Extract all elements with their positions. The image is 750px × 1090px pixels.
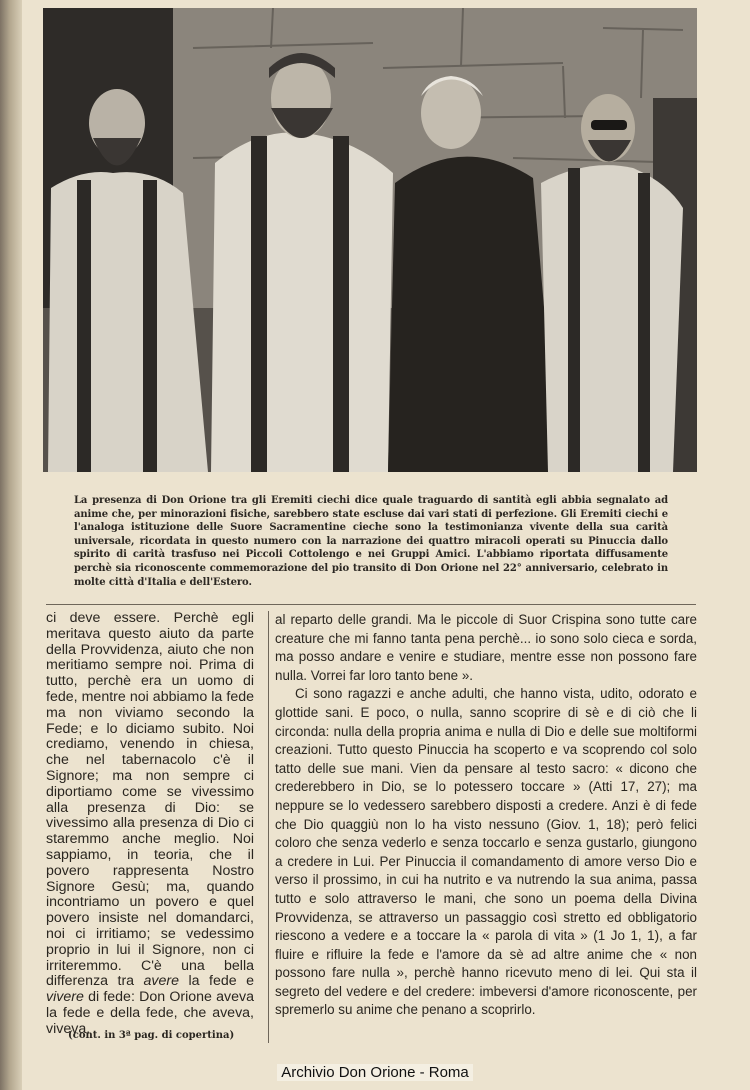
right-paragraph-2: Ci sono ragazzi e anche adulti, che hanno vista, udito, odorato e glottide sani. E poco, o nulla, sanno scoprire di sè e di ciò che li circonda: nulla della propria anima e nulla di Dio e delle sue moltiformi creazioni. Tutto questo Pinuccia ha scoperto e va scoprendo col solo tatto delle sue mani. Vien da pensare al testo sacro: « dicono che crederebbero in Dio, se lo potessero toccare » (Atti 17, 27); ma neppure se lo vedessero sarebbero disposti a credere. Anzi è di fede che Dio quaggiù non lo ha visto nessuno (Giov. 1, 18); però felici coloro che senza vederlo e senza toccarlo e senza gustarlo, giungono a credere in Lui. Per Pinuccia il comandamento di amore verso Dio e verso il prossimo, in cui ha nutrito e va nutrendo la sua anima, passa tutto e solo attraverso le mani, che sono un poema della Divina Provvidenza, se attraverso un passaggio così stretto ed obbligatorio riescono a vedere e a toccare la « parola di vita » (1 Jo 1, 1), a far fluire e rifluire la fede e l'amore da sè ad altre anime che « non possono fare nulla », perchè hanno ricevuto meno di lei. Qui sta il segreto del vedere e del credere: imbeversi d'amore riconoscente, per spremerlo su anime che penano a scoprirlo. [275,686,697,1018]
left-text-emphasis-1: avere [143,973,180,990]
left-text-part-3: di fede: Don Orione aveva la fede e della fede, che aveva, viveva. [46,989,254,1037]
left-text-emphasis-2: vivere [46,989,84,1006]
column-separator [268,611,269,1043]
left-column-text [46,611,254,1038]
photo-caption: La presenza di Don Orione tra gli Eremiti ciechi dice quale traguardo di santità egli abbia segnalato ad anime che, per minorazioni fisiche, sarebbero state escluse dai vari stati di perfezione. Gli Eremiti ciechi e l'analoga istituzione delle Suore Sacramentine cieche sono la testimonianza vivente della sua carità universale, ricordata in questo numero con la narrazione dei quattro miracoli operati su Pinuccia dallo spirito di carità trasfuso nei Piccoli Cottolengo e nei Gruppi Amici. L'abbiamo riportata diffusamente perchè sia riconoscente commemorazione del pio transito di Don Orione nel 22° anniversario, celebrato in molte città d'Italia e dell'Estero. [74,495,668,588]
archive-watermark [0,1064,750,1081]
right-paragraph-1: al reparto delle grandi. Ma le piccole di Suor Crispina sono tutte care creature che mi fanno tanta pena perchè... io sono solo cieca e sorda, ma posso andare e venire e studiare, mentre esse non possono fare nulla. Vorrei far loro tanto bene ». [275,612,697,683]
left-text-part-1: ci deve essere. Perchè egli meritava questo aiuto da parte della Provvidenza, aiuto che non meritiamo sempre noi. Prima di tutto, perchè era un uomo di fede, mentre noi abbiamo la fede ma non viviamo secondo la Fede; e lo diciamo subito. Noi crediamo, venendo in chiesa, che nel tabernacolo c'è il Signore; ma non sempre ci diportiamo come se vivessimo alla presenza di Dio: se vivessimo alla presenza di Dio ci staremmo anche meglio. Noi sappiamo, in teoria, che il povero rappresenta Nostro Signore Gesù; ma, quando incontriamo un povero e quel povero insiste nel domandarci, noi ci irritiamo; se vedessimo proprio in lui il Signore, non ci irriteremmo. C'è una bella differenza tra [46,610,254,990]
horizontal-rule [46,604,696,605]
page-binding-shadow [0,0,22,1090]
left-text-part-2: la fede e [179,973,254,990]
archive-label: Archivio Don Orione - Roma [277,1064,473,1081]
right-column-text [275,611,697,1020]
photo-don-orione-eremiti [43,8,697,472]
continuation-note: (cont. in 3ª pag. di copertina) [68,1030,235,1041]
